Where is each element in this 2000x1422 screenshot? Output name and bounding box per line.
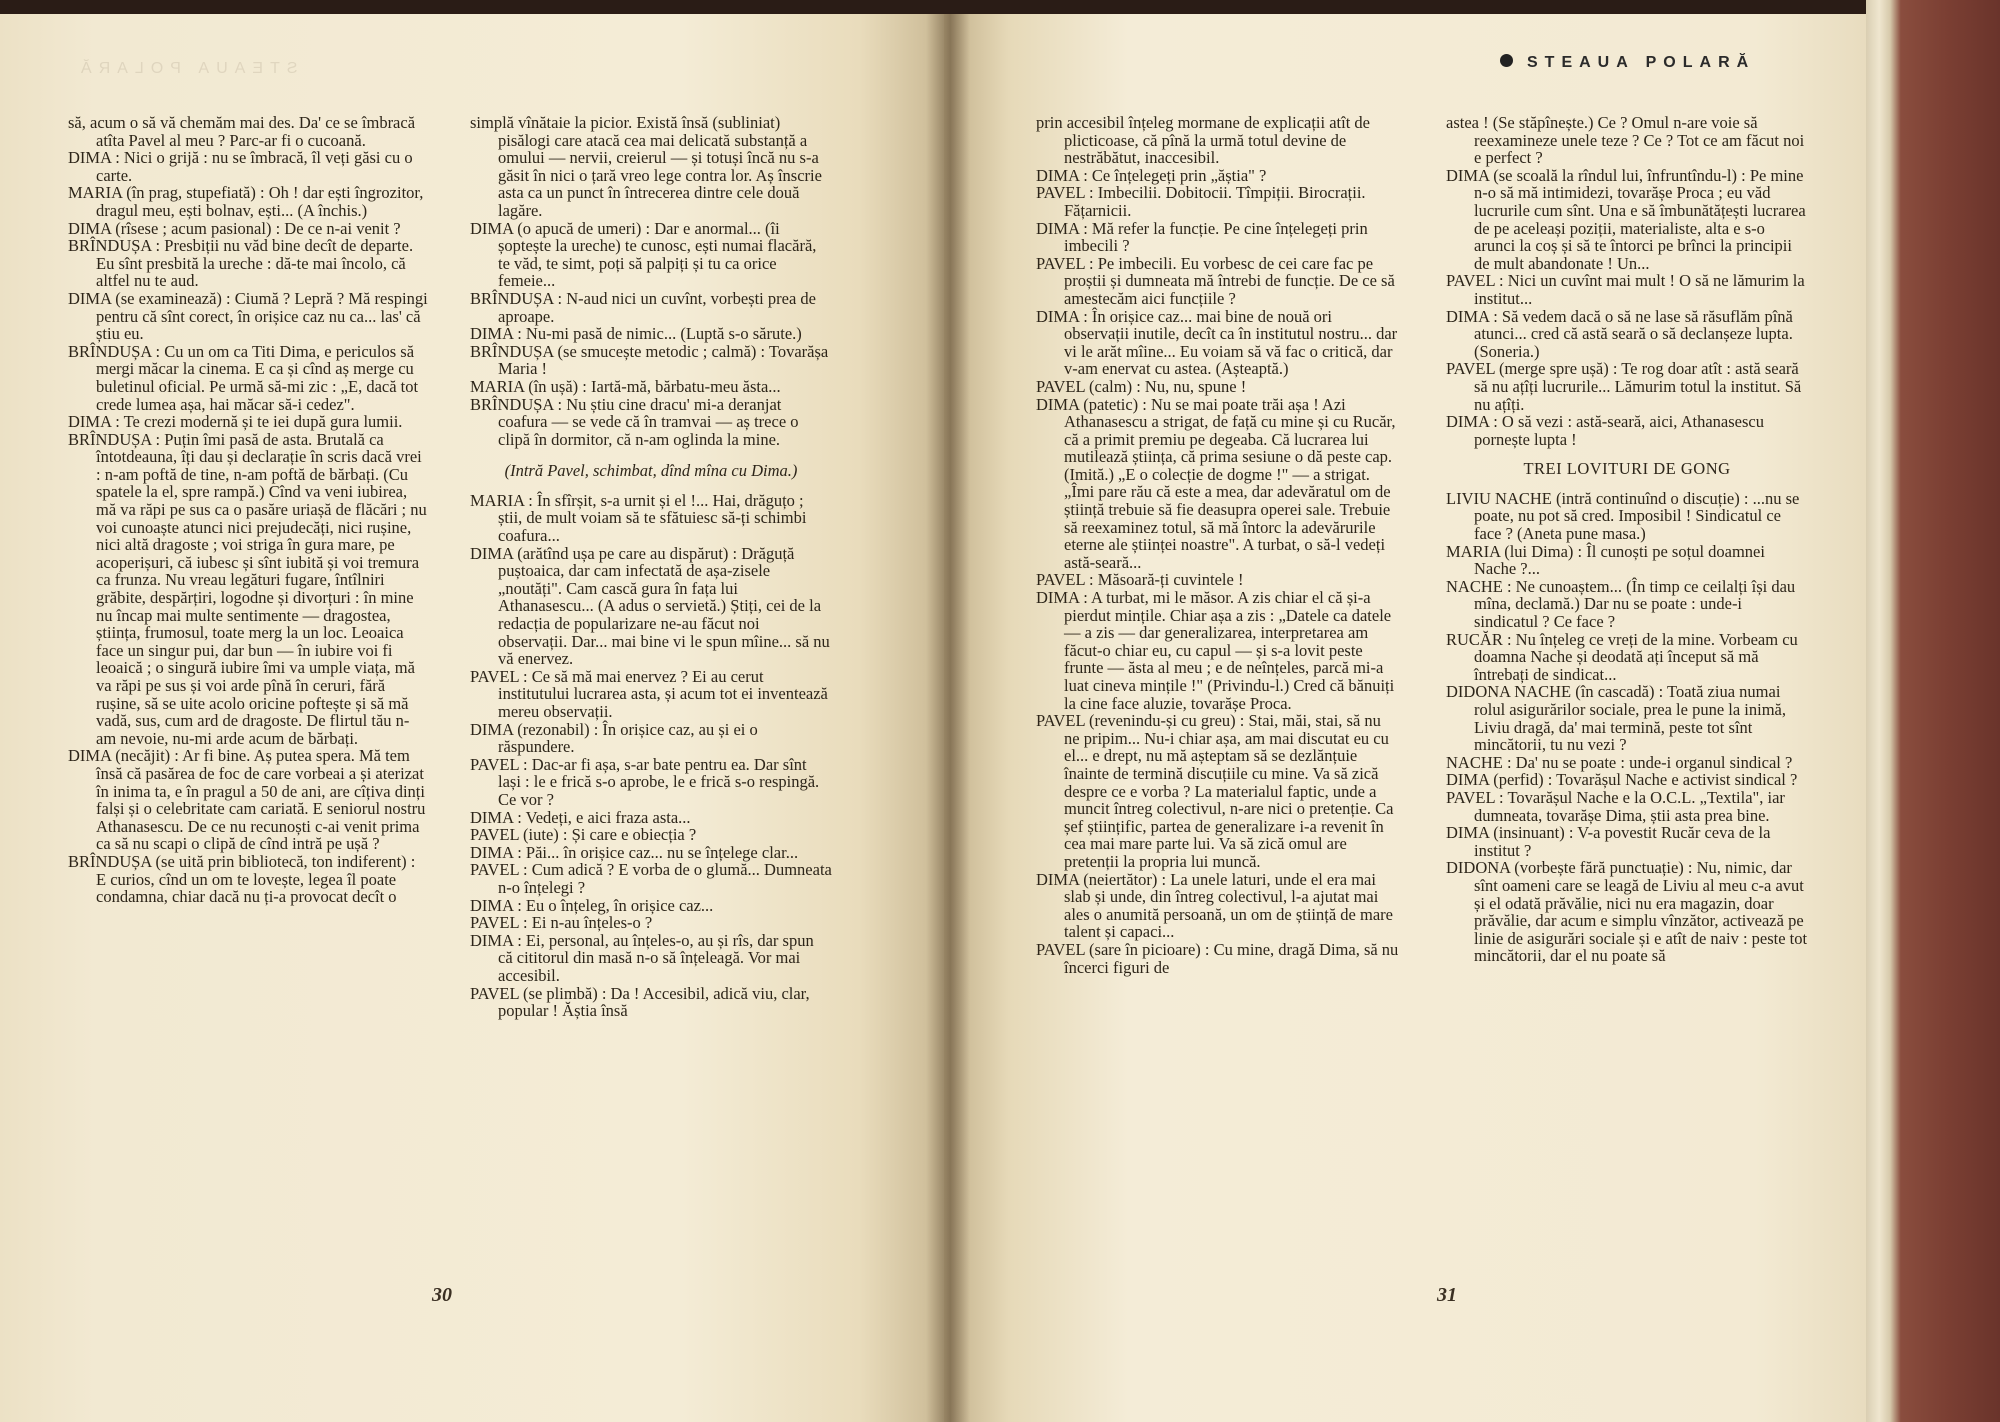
dialogue-paragraph: DIMA (arătînd ușa pe care au dispărut) : Drăguță puștoaica, dar cam infectată de așa-zisele „noutăți". Cam cască gura în fața lui Athanasescu... (A adus o servietă.) Știți, cei de la redacția de popularizare ne-au făcut noi observații. Dar... mai bine vi le spun mîine... să nu vă enervez. xyxy=(470,543,830,669)
dialogue-paragraph: BRÎNDUȘA : Presbiții nu văd bine decît de departe. Eu sînt presbită la ureche : dă-te mai încolo, că altfel nu te aud. xyxy=(68,236,414,291)
dialogue-paragraph: BRÎNDUȘA : Nu știu cine dracu' mi-a deranjat coafura — se vede că în tramvai — aș trece o clipă în dormitor, că n-am oglinda la mine. xyxy=(470,394,799,449)
dialogue-paragraph: PAVEL : Dac-ar fi așa, s-ar bate pentru ea. Dar sînt lași : le e frică s-o aprobe, le e frică s-o respingă. Ce vor ? xyxy=(470,754,820,809)
dialogue-paragraph: astea ! (Se stăpînește.) Ce ? Omul n-are voie să reexamineze unele teze ? Ce ? Tot ce am făcut noi e perfect ? xyxy=(1446,113,1805,168)
stage-direction: (Intră Pavel, schimbat, dînd mîna cu Dima.) xyxy=(504,461,798,481)
dialogue-paragraph: DIMA : Ce înțelegeți prin „ăștia" ? xyxy=(1036,165,1267,185)
dialogue-paragraph: DIMA (rezonabil) : În orișice caz, au și ei o răspundere. xyxy=(470,719,758,757)
dialogue-paragraph: DIMA : Nici o grijă : nu se îmbracă, îl veți găsi cu o carte. xyxy=(68,148,413,185)
dialogue-paragraph: DIMA (perfid) : Tovarășul Nache e activist sindical ? xyxy=(1446,770,1798,790)
dialogue-paragraph: PAVEL : Ei n-au înțeles-o ? xyxy=(470,913,653,933)
dialogue-paragraph: DIMA (insinuant) : V-a povestit Rucăr ceva de la institut ? xyxy=(1446,823,1771,860)
dialogue-paragraph: DIMA : Vedeți, e aici fraza asta... xyxy=(470,807,691,827)
dialogue-paragraph: să, acum o să vă chemăm mai des. Da' ce se îmbracă atîta Pavel al meu ? Parc-ar fi o cucoană. xyxy=(68,113,416,150)
dialogue-paragraph: DIMA : Eu o înțeleg, în orișice caz... xyxy=(470,895,714,915)
dialogue-paragraph: DIMA : Mă refer la funcție. Pe cine înțelegeți prin imbecili ? xyxy=(1036,218,1368,256)
dialogue-paragraph: DIMA (patetic) : Nu se mai poate trăi așa ! Azi Athanasescu a strigat, de față cu mine și cu Rucăr, că a primit premiu pe degeaba. Că lucrarea lui mutilează știința, că prima sesiune o dă peste cap. (Imită.) „E o colecție de dogme !" — a strigat. „Îmi pare rău că este a mea, dar adevăratul om de știință trebuie să fie deasupra operei sale. Trebuie să reexaminez totul, să mă întorc la adevărurile eterne ale științei noastre". A turbat, o să-l vedeți astă-seară... xyxy=(1036,394,1396,572)
dialogue-paragraph: PAVEL : Tovarășul Nache e la O.C.L. „Textila", iar dumneata, tovarășe Dima, știi asta prea bine. xyxy=(1446,787,1785,825)
page-number-left: 30 xyxy=(432,1284,452,1306)
left-page-column-1 xyxy=(68,114,428,906)
show-through-running-head: STEAUA POLARĂ xyxy=(74,60,298,77)
dialogue-paragraph: BRÎNDUȘA : N-aud nici un cuvînt, vorbești prea de aproape. xyxy=(470,288,816,326)
dialogue-paragraph: DIMA : O să vezi : astă-seară, aici, Athanasescu pornește lupta ! xyxy=(1446,412,1764,449)
running-head-text: STEAUA POLARĂ xyxy=(1527,54,1756,71)
dialogue-paragraph: NACHE : Da' nu se poate : unde-i organul sindical ? xyxy=(1446,752,1793,772)
dialogue-paragraph: PAVEL : Imbecilii. Dobitocii. Tîmpiții. Birocrații. Fățarnicii. xyxy=(1036,183,1366,220)
dialogue-paragraph: DIDONA (vorbește fără punctuație) : Nu, nimic, dar sînt oameni care se leagă de Liviu al meu c-a avut și el odată prăvălie, nici nu era magazin, doar prăvălie, dar acum e simplu vînzător, activează pe linie de asigurări sociale și e atît de naiv : peste tot mincătorii, dar el nu poate să xyxy=(1446,858,1808,966)
dialogue-paragraph: BRÎNDUȘA (se uită prin bibliotecă, ton indiferent) : E curios, cînd un om te lovește, legea îl poate condamna, chiar dacă nu ți-a provocat decît o xyxy=(68,851,416,907)
dialogue-paragraph: PAVEL (se plimbă) : Da ! Accesibil, adică viu, clar, popular ! Ăștia însă xyxy=(470,983,810,1021)
dialogue-paragraph: DIMA : Ei, personal, au înțeles-o, au și rîs, dar spun că cititorul din masă n-o să înțeleagă. Vor mai accesibil. xyxy=(470,930,814,985)
dialogue-paragraph: simplă vînătaie la picior. Există însă (subliniat) pisălogi care atacă cea mai delicată substanță a omului — nervii, creierul — și totuși încă nu s-a găsit în nici o țară vreo lege contra lor. Aș înscrie asta ca un punct în întrecerea dintre cele două lagăre. xyxy=(470,113,822,220)
dialogue-paragraph: PAVEL (calm) : Nu, nu, spune ! xyxy=(1036,376,1247,396)
dialogue-paragraph: DIMA : Păi... în orișice caz... nu se înțelege clar... xyxy=(470,842,799,862)
dialogue-paragraph: DIMA (se scoală la rîndul lui, înfruntîndu-l) : Pe mine n-o să mă intimidezi, tovarășe Proca ; eu văd lucrurile cum sînt. Una e să îmbunătățești lucrarea de pe aceleași poziții, materialiste, alta e s-o arunci la coș și să te întorci pe brînci la principii de mult abandonate ! Un... xyxy=(1446,165,1806,273)
dialogue-paragraph: PAVEL : Ce să mă mai enervez ? Ei au cerut institutului lucrarea asta, și acum tot ei inventează mereu observații. xyxy=(470,666,828,721)
left-page-column-2 xyxy=(470,114,832,1020)
dialogue-paragraph: PAVEL : Pe imbecili. Eu vorbesc de cei care fac pe proștii și dumneata mă întrebi de funcție. De ce să amestecăm aici funcțiile ? xyxy=(1036,253,1395,308)
dialogue-paragraph: DIMA (o apucă de umeri) : Dar e anormal... (îi șoptește la ureche) te cunosc, ești numai flacără, te văd, te simt, poți să palpiți și tu ca orice femeie... xyxy=(470,218,817,291)
dialogue-paragraph: prin accesibil înțeleg mormane de explicații atît de plicticoase, că pînă la urmă totul devine de nestrăbătut, inaccesibil. xyxy=(1036,113,1370,168)
page-number-right: 31 xyxy=(1437,1284,1457,1306)
dialogue-paragraph: PAVEL : Măsoară-ți cuvintele ! xyxy=(1036,570,1244,590)
dialogue-paragraph: MARIA (în prag, stupefiată) : Oh ! dar ești îngrozitor, dragul meu, ești bolnav, ești... (A închis.) xyxy=(68,183,424,220)
dialogue-paragraph: DIMA (se examinează) : Ciumă ? Lepră ? Mă respingi pentru că sînt corect, în orișice caz nu ca... las' că știu eu. xyxy=(68,288,428,344)
dialogue-paragraph: PAVEL (iute) : Și care e obiecția ? xyxy=(470,825,697,845)
bullet-dot-icon xyxy=(1500,54,1513,67)
scene-heading: TREI LOVITURI DE GONG xyxy=(1523,459,1731,479)
right-page-column-2 xyxy=(1446,114,1808,965)
right-page xyxy=(944,14,1866,1422)
dialogue-paragraph: BRÎNDUȘA : Puțin îmi pasă de asta. Brutală ca întotdeauna, îți dau și declarație în scris dacă vrei : n-am poftă de tine, n-am poftă de bărbați. (Cu spatele la el, spre rampă.) Cînd va veni iubirea, mă va răpi pe sus ca o pasăre uriașă de flăcări ; nu voi cunoaște atunci nici prejudecăți, nici rușine, nici altă dragoste ; voi striga în gura mare, pe acoperișuri, că iubesc și sînt iubită și voi tremura ca frunza. Nu vreau legături fugare, întîlniri grăbite, despărțiri, logodne și divorțuri : în mine nu încap mai multe sentimente — dragostea, știința, frumosul, toate merg la un loc. Leoaica face un singur pui, dar bun — în iubire voi fi leoaică ; o singură iubire îmi va umple viața, mă va răpi pe sus și voi arde pînă în ceruri, fără rușine, să se uite acolo oricine poftește și să mă vadă, sus, cum ard de dragoste. De flirtul tău n-am nevoie, nu-mi arde acum de bărbați. xyxy=(68,429,427,748)
right-page-column-1 xyxy=(1036,114,1400,976)
dialogue-paragraph: DIMA (necăjit) : Ar fi bine. Aș putea spera. Mă tem însă că pasărea de foc de care vorbeai a și aterizat în inima ta, e în pragul a 50 de ani, are cîțiva dinți falși și o celebritate cam cariată. E seniorul nostru Athanasescu. De ce nu recunoști c-ai venit prima ca să nu scapi o clipă de cînd intră pe ușă ? xyxy=(68,746,426,854)
dialogue-paragraph: DIMA : A turbat, mi le măsor. A zis chiar el că și-a pierdut mințile. Chiar așa a zis : „Datele ca datele — a zis — dar generalizarea, interpretarea am făcut-o chiar eu, cu capul — și s-a lovit peste frunte — ăsta al meu ; e de neînțeles, parcă mi-a luat cineva mințile !" (Privindu-l.) Cred că bănuiți la cine face aluzie, tovarășe Proca. xyxy=(1036,588,1395,713)
dialogue-paragraph: BRÎNDUȘA (se smucește metodic ; calmă) : Tovarășa Maria ! xyxy=(470,341,829,379)
dialogue-paragraph: MARIA (lui Dima) : Îl cunoști pe soțul doamnei Nache ?... xyxy=(1446,541,1765,579)
dialogue-paragraph: PAVEL (revenindu-și cu greu) : Stai, măi, stai, să nu ne pripim... Nu-i chiar așa, am mai discutat eu cu el... e drept, nu mă așteptam să se dezlănțuie înainte de termină discuțiile cu mine. Va să zică despre ce e vorba ? La materialul faptic, unde a muncit întreg colectivul, n-are nici o pretenție. Ca șef științific, partea de generalizare i-a revenit în cea mai mare parte lui. Va să zică omul are pretenții la propria lui muncă. xyxy=(1036,711,1394,871)
dialogue-paragraph: DIMA : Să vedem dacă o să ne lase să răsuflăm pînă atunci... cred că astă seară o să declanșeze lupta. (Soneria.) xyxy=(1446,306,1793,361)
dialogue-paragraph: BRÎNDUȘA : Cu un om ca Titi Dima, e periculos să mergi măcar la cinema. E ca și cînd aș merge cu buletinul oficial. Pe urmă să-mi zic : „E, dacă tot crede lumea așa, hai măcar să-i cedez". xyxy=(68,341,419,414)
book-gutter xyxy=(926,14,970,1422)
dialogue-paragraph: NACHE : Ne cunoaștem... (În timp ce ceilalți își dau mîna, declamă.) Dar nu se poate : unde-i sindicatul ? Ce face ? xyxy=(1446,576,1796,632)
dialogue-paragraph: MARIA (în ușă) : Iartă-mă, bărbatu-meu ăsta... xyxy=(470,376,781,396)
dialogue-paragraph: LIVIU NACHE (intră continuînd o discuție) : ...nu se poate, nu pot să cred. Imposibil ! Sindicatul ce face ? (Aneta pune masa.) xyxy=(1446,488,1800,544)
dialogue-paragraph: PAVEL : Nici un cuvînt mai mult ! O să ne lămurim la institut... xyxy=(1446,271,1805,308)
book-cover-edge xyxy=(1866,0,2000,1422)
dialogue-paragraph: DIMA (neiertător) : La unele laturi, unde el era mai slab și unde, din întreg colectivul, l-a ajutat mai ales o anumită persoană, un om de știință de mare talent și capaci... xyxy=(1036,869,1393,942)
dialogue-paragraph: DIDONA NACHE (în cascadă) : Toată ziua numai rolul asigurărilor sociale, prea le pune la inimă, Liviu dragă, da' mai termină, peste tot sînt mincătorii, tu nu vezi ? xyxy=(1446,682,1787,755)
dialogue-paragraph: DIMA : Nu-mi pasă de nimic... (Luptă s-o sărute.) xyxy=(470,324,802,344)
dialogue-paragraph: PAVEL (merge spre ușă) : Te rog doar atît : astă seară să nu ațîți lucrurile... Lămurim totul la institut. Să nu ațîți. xyxy=(1446,359,1802,414)
dialogue-paragraph: RUCĂR : Nu înțeleg ce vreți de la mine. Vorbeam cu doamna Nache și deodată ați început să mă întrebați de sindicat... xyxy=(1446,629,1798,684)
dialogue-paragraph: DIMA (rîsese ; acum pasional) : De ce n-ai venit ? xyxy=(68,218,401,238)
dialogue-paragraph: MARIA : În sfîrșit, s-a urnit și el !... Hai, drăguțo ; știi, de mult voiam să te sfătuiesc să-ți schimbi coafura... xyxy=(470,490,807,546)
dialogue-paragraph: PAVEL (sare în picioare) : Cu mine, dragă Dima, să nu încerci figuri de xyxy=(1036,939,1399,977)
dialogue-paragraph: PAVEL : Cum adică ? E vorba de o glumă... Dumneata n-o înțelegi ? xyxy=(470,860,832,897)
running-head xyxy=(1500,54,1755,72)
dialogue-paragraph: DIMA : În orișice caz... mai bine de nouă ori observații inutile, decît ca în institutul nostru... dar vi le arăt mîine... Eu voiam să vă fac o critică, dar v-am enervat cu astea. (Așteaptă.) xyxy=(1036,306,1398,379)
dialogue-paragraph: DIMA : Te crezi modernă și te iei după gura lumii. xyxy=(68,412,403,432)
left-page xyxy=(0,14,944,1422)
